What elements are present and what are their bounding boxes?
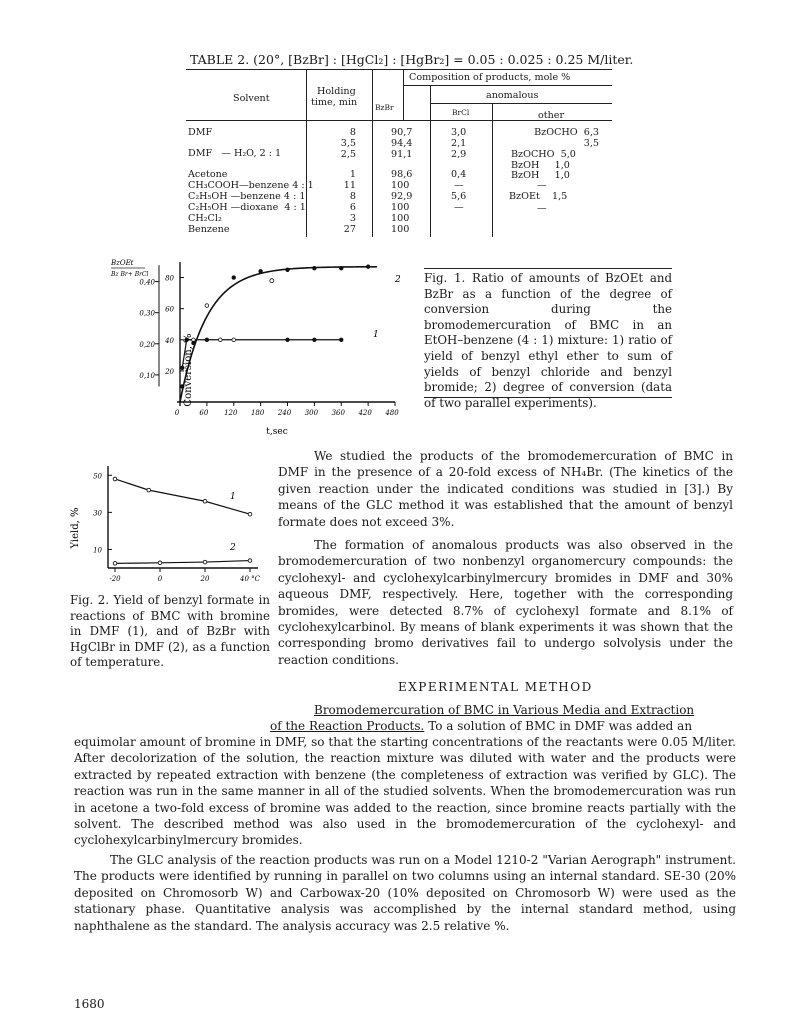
fig1-curve2-label: 2 xyxy=(395,275,401,285)
row-time: 2,5 xyxy=(340,149,356,160)
fig2-y-tick-label: 50 xyxy=(93,472,102,481)
row-brcl: 3,0 2,1 xyxy=(451,127,467,149)
row-other: — xyxy=(537,180,547,191)
fig2-chart xyxy=(68,458,298,583)
fig2-x-tick-label: 40 °C xyxy=(240,575,260,583)
row-time: 1 xyxy=(349,169,356,180)
row-time: 11 xyxy=(343,180,356,191)
fig1-ratio-tick-label: 0,40 xyxy=(139,278,155,287)
fig2-series-1-point xyxy=(248,512,252,516)
fig2-series-2-line xyxy=(115,561,250,564)
fig2-series-1-point xyxy=(113,477,117,481)
fig1-caption-rule xyxy=(424,268,672,269)
fig1-ratio-tick-label: 0,30 xyxy=(139,309,155,318)
row-bzbr: 98,6 xyxy=(391,169,413,180)
fig1-caption: Fig. 1. Ratio of amounts of BzOEt and BzBr as a function of the degree of conversion during the bromodemercuration of BMC in an EtOH–benzene (4 : 1) mixture: 1) ratio of yield of benzyl ethyl ether to sum of yields of benzyl chloride and benzyl bromide; 2) degree of conversion (data of two parallel experiments). xyxy=(424,271,672,410)
fig2-curve1-label: 1 xyxy=(230,492,236,502)
page-number: 1680 xyxy=(74,997,105,1011)
row-brcl: — xyxy=(454,180,464,191)
fig1-x-tick-label: 0 xyxy=(174,409,180,417)
fig1-series-2-point xyxy=(205,304,209,308)
fig1-series-2-line xyxy=(180,267,377,402)
fig1-left-label-bottom: Bz Br+ BrCl xyxy=(111,271,149,278)
fig2-curve2-label: 2 xyxy=(230,543,236,553)
th-composition: Composition of products, mole % xyxy=(409,72,571,83)
fig1-y-tick-label: 20 xyxy=(165,367,174,376)
fig1-series-2-point xyxy=(270,279,274,283)
fig1-ylabel: Conversion, % xyxy=(183,333,194,407)
row-time: 8 xyxy=(349,191,356,202)
fig1-x-tick-label: 420 xyxy=(358,409,372,417)
th-brcl: BrCl xyxy=(452,108,470,117)
row-brcl: — xyxy=(454,202,464,213)
fig2-y-tick-label: 10 xyxy=(93,546,102,555)
fig2-ylabel: Yield, % xyxy=(70,507,81,549)
paragraph-2: The formation of anomalous products was also observed in the bromodemercuration of two nonbenzyl organomercury compounds: the cyclohexyl- and cyclohexylcarbinylmercury bromides in DMF and 30% aqueous DMF, respectively. Here, together with the corresponding bromides, were detected 8.7% of cyclohexyl formate and 8.1% of cyclohexylcarbinol. By means of blank experiments it was shown that the corresponding bromo derivatives fail to undergo solvolysis under the reaction conditions. xyxy=(278,538,733,667)
fig1-x-tick-label: 180 xyxy=(250,409,265,417)
fig2-series-2-point xyxy=(203,560,207,564)
row-brcl: 2,9 xyxy=(451,149,467,160)
row-bzbr: 91,1 xyxy=(391,149,413,160)
th-anomalous: anomalous xyxy=(486,90,539,101)
row-solvent: Acetone xyxy=(188,169,228,180)
fig1-series-1-point xyxy=(313,338,317,342)
fig1-series-2-point xyxy=(339,266,343,270)
fig1-series-1-point xyxy=(232,338,236,342)
fig2-x-tick-label: 0 xyxy=(157,575,163,583)
row-solvent: DMF xyxy=(188,127,213,138)
fig1-x-tick-label: 300 xyxy=(304,409,319,417)
fig1-y-tick-label: 40 xyxy=(165,336,174,345)
fig2-series-2-point xyxy=(158,561,162,565)
section-title: EXPERIMENTAL METHOD xyxy=(398,680,593,694)
fig1-y-tick-label: 60 xyxy=(165,305,174,314)
row-time: 8 3,5 xyxy=(340,127,356,149)
row-bzbr: 100 xyxy=(391,213,410,224)
fig2-series-2-point xyxy=(113,562,117,566)
th-bzbr: BzBr xyxy=(375,103,394,112)
row-bzbr: 92,9 xyxy=(391,191,413,202)
fig2-x-tick-label: -20 xyxy=(109,575,121,583)
row-solvent: C₂H₅OH —dioxane 4 : 1 xyxy=(188,202,306,213)
paragraph-3: equimolar amount of bromine in DMF, so that the starting concentrations of the reactants were 0.05 M/liter. After decolorization of the solution, the reaction mixture was diluted with water and the products were extracted by repeated extraction with benzene (the completeness of extraction was verified by GLC). The reaction was run in the same manner in all of the studied solvents. When the bromodemercuration was run in acetone a two-fold excess of bromine was added to the reaction, since bromine reacts partially with the solvent. The described method was also used in the bromodemercuration of the cyclohexyl- and cyclohexylcarbinylmercury bromides. xyxy=(74,735,736,848)
subsection-line2 xyxy=(270,718,735,734)
fig1-x-tick-label: 480 xyxy=(385,409,399,417)
fig1-series-1-point xyxy=(219,338,223,342)
fig1-series-1-point xyxy=(205,338,209,342)
paragraph-1: We studied the products of the bromodemercuration of BMC in DMF in the presence of a 20-fold excess of NH₄Br. (The kinetics of the given reaction under the indicated conditions was studied in [3].) By means of the GLC method it was established that the amount of benzyl formate does not exceed 3%. xyxy=(278,449,733,529)
row-other: BzOCHO 5,0 BzOH 1,0 xyxy=(511,149,576,171)
row-solvent: C₂H₅OH —benzene 4 : 1 xyxy=(188,191,306,202)
fig1-x-tick-label: 120 xyxy=(224,409,238,417)
row-other: BzOEt 1,5 xyxy=(509,191,568,202)
row-other: BzOH 1,0 xyxy=(511,170,570,181)
fig1-ratio-tick-label: 0,10 xyxy=(139,371,155,380)
fig1-curve1-label: 1 xyxy=(373,330,379,340)
paragraph-4: The GLC analysis of the reaction products was run on a Model 1210-2 "Varian Aerograph" instrument. The products were identified by running in parallel on two columns using an internal standard. SE-30 (20% deposited on Chromosorb W) and Carbowax-20 (10% deposited on Chromosorb W) were used as the stationary phase. Quantitative analysis was accomplished by the internal standard method, using naphthalene as the standard. The analysis accuracy was 2.5 relative %. xyxy=(74,853,736,933)
th-holding: Holding xyxy=(317,86,356,97)
th-other: other xyxy=(538,110,565,121)
fig2-x-tick-label: 20 xyxy=(200,575,210,583)
fig1-x-tick-label: 240 xyxy=(277,409,292,417)
fig1-series-1-point xyxy=(286,338,290,342)
fig1-series-2-point xyxy=(313,266,317,270)
row-other: — xyxy=(537,203,547,214)
row-brcl: 5,6 xyxy=(451,191,467,202)
fig1-series-2-point xyxy=(366,265,370,269)
fig2-series-1-point xyxy=(203,499,207,503)
th-time: time, min xyxy=(311,97,358,108)
row-bzbr: 100 xyxy=(391,224,410,235)
fig1-series-2-point xyxy=(286,268,290,272)
row-bzbr: 90,7 94,4 xyxy=(391,127,413,149)
paragraph-3-start: To a solution of BMC in DMF was added an xyxy=(428,719,693,733)
row-time: 6 xyxy=(349,202,356,213)
row-time: 27 xyxy=(343,224,356,235)
fig1-series-2-point xyxy=(259,270,263,274)
row-solvent: CH₂Cl₂ xyxy=(188,213,222,224)
fig2-series-1-point xyxy=(147,488,151,492)
row-solvent: DMF — H₂O, 2 : 1 xyxy=(188,148,282,159)
fig2-y-tick-label: 30 xyxy=(93,509,102,518)
th-solvent: Solvent xyxy=(233,93,270,104)
row-solvent: Benzene xyxy=(188,224,230,235)
fig1-y-tick-label: 80 xyxy=(165,274,174,283)
row-other: BzOCHO 6,3 3,5 xyxy=(534,127,599,149)
row-bzbr: 100 xyxy=(391,202,410,213)
fig2-caption: Fig. 2. Yield of benzyl formate in reactions of BMC with bromine in DMF (1), and of BzBr with HgClBr in DMF (2), as a function of temperature. xyxy=(70,593,270,670)
table2-title: TABLE 2. (20°, [BzBr] : [HgCl₂] : [HgBr₂] = 0.05 : 0.025 : 0.25 M/liter. xyxy=(190,52,634,67)
row-brcl: 0,4 xyxy=(451,169,467,180)
fig1-left-label-top: BzOEt xyxy=(111,259,134,267)
fig1-series-2-point xyxy=(232,276,236,280)
fig1-xlabel: t,sec xyxy=(266,427,288,437)
subsection-title-line2: of the Reaction Products. xyxy=(270,719,425,733)
fig1-chart xyxy=(105,252,415,437)
fig1-caption-rule-bottom xyxy=(424,397,672,398)
fig1-x-tick-label: 360 xyxy=(331,409,345,417)
row-time: 3 xyxy=(349,213,356,224)
fig1-ratio-tick-label: 0,20 xyxy=(139,340,155,349)
fig1-series-1-point xyxy=(339,338,343,342)
subsection-title-line1: Bromodemercuration of BMC in Various Media and Extraction xyxy=(314,703,695,717)
row-bzbr: 100 xyxy=(391,180,410,191)
fig1-x-tick-label: 60 xyxy=(199,409,209,417)
row-solvent: CH₃COOH—benzene 4 : 1 xyxy=(188,180,314,191)
fig1-series-1-line xyxy=(182,340,341,368)
fig2-series-2-point xyxy=(248,559,252,563)
